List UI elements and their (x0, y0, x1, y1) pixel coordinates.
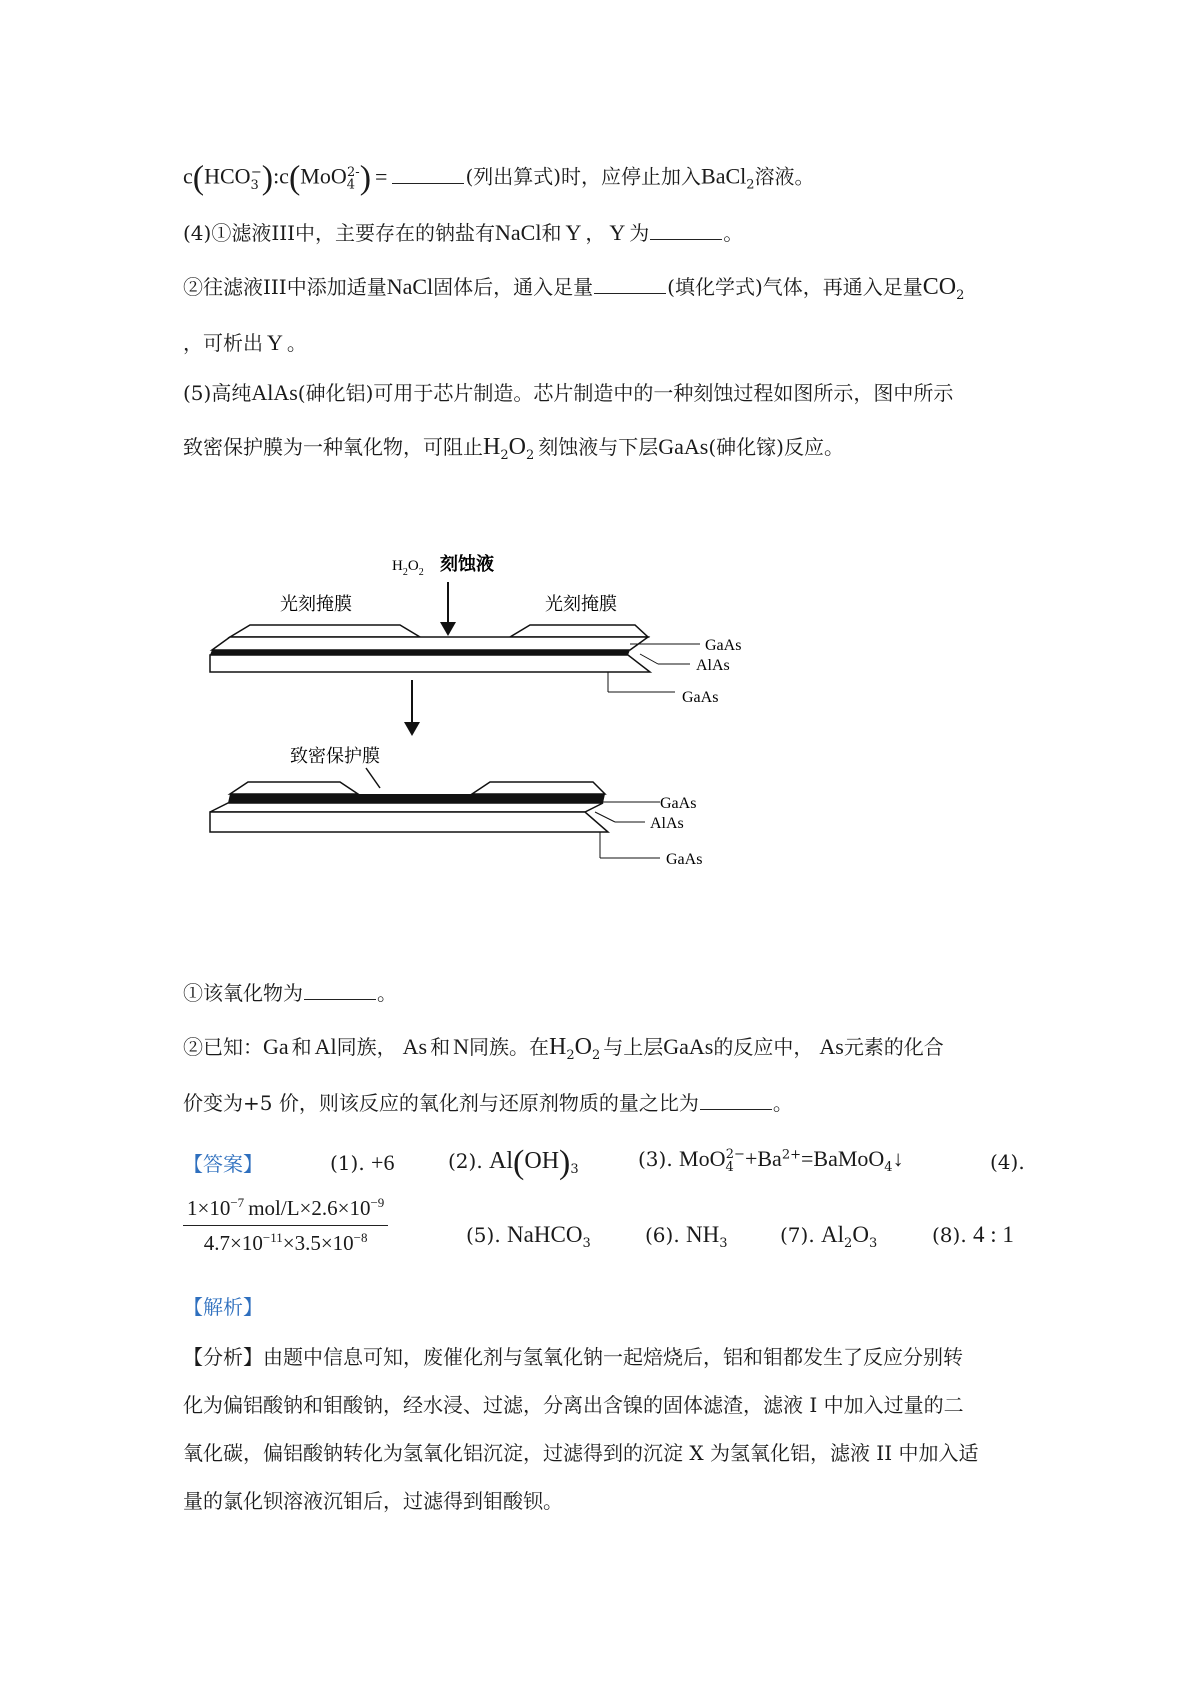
question-5-2-cont: 价变为+5 价，则该反应的氧化剂与还原剂物质的量之比为 。 (183, 1091, 793, 1115)
answer-5: (5). NaHCO$_3$ (466, 1222, 591, 1251)
answer-1: (1). +6 (330, 1150, 395, 1175)
svg-text:GaAs: GaAs (682, 689, 719, 706)
analysis-line: 【分析】由题中信息可知，废催化剂与氢氧化钠一起焙烧后，铝和钼都发生了反应分别转 (183, 1345, 963, 1369)
analysis-line: 化为偏铝酸钠和钼酸钠，经水浸、过滤，分离出含镍的固体滤渣，滤液 I 中加入过量的二 (183, 1393, 964, 1417)
svg-text:H2O2: $H_2O_2$ (392, 558, 424, 578)
answer-6: (6). $NH_3$ (645, 1222, 728, 1251)
answer-blank[interactable] (392, 165, 464, 184)
svg-text:AlAs: AlAs (650, 815, 684, 832)
arrow-down-icon (404, 680, 420, 736)
svg-text:GaAs: GaAs (705, 637, 742, 654)
answer-blank[interactable] (700, 1091, 772, 1110)
question-4-2: ②往滤液III中添加适量NaCl固体后，通入足量 (填化学式)气体，再通入足量$CO_2$ (183, 274, 965, 303)
line-ratio-question: $c(HCO_3^-):c(MoO_4^{2-})$ = (列出算式)时，应停止加入BaCl$_2$溶液。 (183, 159, 815, 197)
arrow-down-icon (440, 582, 456, 636)
etchant-label: 刻蚀液 (440, 554, 494, 575)
svg-text:GaAs: GaAs (660, 795, 697, 812)
answer-4-index: (4). (990, 1150, 1025, 1174)
answer-7: (7). $Al_2O_3$ (780, 1222, 878, 1251)
wafer-stack-bottom (210, 782, 608, 832)
analysis-line: 量的氯化钡溶液沉钼后，过滤得到钼酸钡。 (183, 1489, 563, 1513)
answer-2: (2). $Al(OH)_3$ (448, 1144, 579, 1181)
answer-8: (8). 4 : 1 (932, 1222, 1014, 1247)
question-4-2-cont: ，可析出 Y 。 (183, 330, 307, 355)
answer-3: (3). $MoO_4^{2-}+Ba^{2+}=BaMoO_4↓$ (638, 1146, 904, 1175)
etching-process-diagram (190, 540, 810, 920)
answer-blank[interactable] (304, 981, 376, 1000)
mask-left-label: 光刻掩膜 (280, 594, 352, 615)
svg-text:AlAs: AlAs (696, 657, 730, 674)
answer-blank[interactable] (650, 221, 722, 240)
question-5-2: ②已知：Ga 和 Al同族， As 和 N同族。在$H_2O_2$ 与上层GaAs的反应中， As元素的化合 (183, 1034, 944, 1063)
answer-label: 【答案】 (183, 1152, 263, 1176)
analysis-label: 【解析】 (183, 1295, 263, 1319)
answer-4-fraction: $1\times 10^{-7}$ mol/$L\times 2.6\times 10^{-9}$ $4.7\times 10^{-11}\times 3.5\times 10^{-8}$ (183, 1195, 388, 1256)
mask-right-label: 光刻掩膜 (545, 594, 617, 615)
question-4-1: (4)①滤液III中，主要存在的钠盐有NaCl和 Y ， Y 为 。 (183, 220, 744, 245)
analysis-line: 氧化碳，偏铝酸钠转化为氢氧化铝沉淀，过滤得到的沉淀 X 为氢氧化铝，滤液 II 中加入适 (183, 1441, 979, 1465)
wafer-stack-top (210, 625, 650, 672)
svg-text:GaAs: GaAs (666, 851, 703, 868)
question-5-1: ①该氧化物为 。 (183, 981, 397, 1005)
question-5-intro-cont: 致密保护膜为一种氧化物，可阻止$H_2O_2$ 刻蚀液与下层GaAs(砷化镓)反应。 (183, 434, 844, 463)
protective-film-label: 致密保护膜 (290, 746, 380, 767)
answer-blank[interactable] (594, 275, 666, 294)
question-5-intro: (5)高纯AlAs(砷化铝)可用于芯片制造。芯片制造中的一种刻蚀过程如图所示，图中所示 (183, 380, 954, 405)
paren-open: ( (192, 159, 205, 197)
